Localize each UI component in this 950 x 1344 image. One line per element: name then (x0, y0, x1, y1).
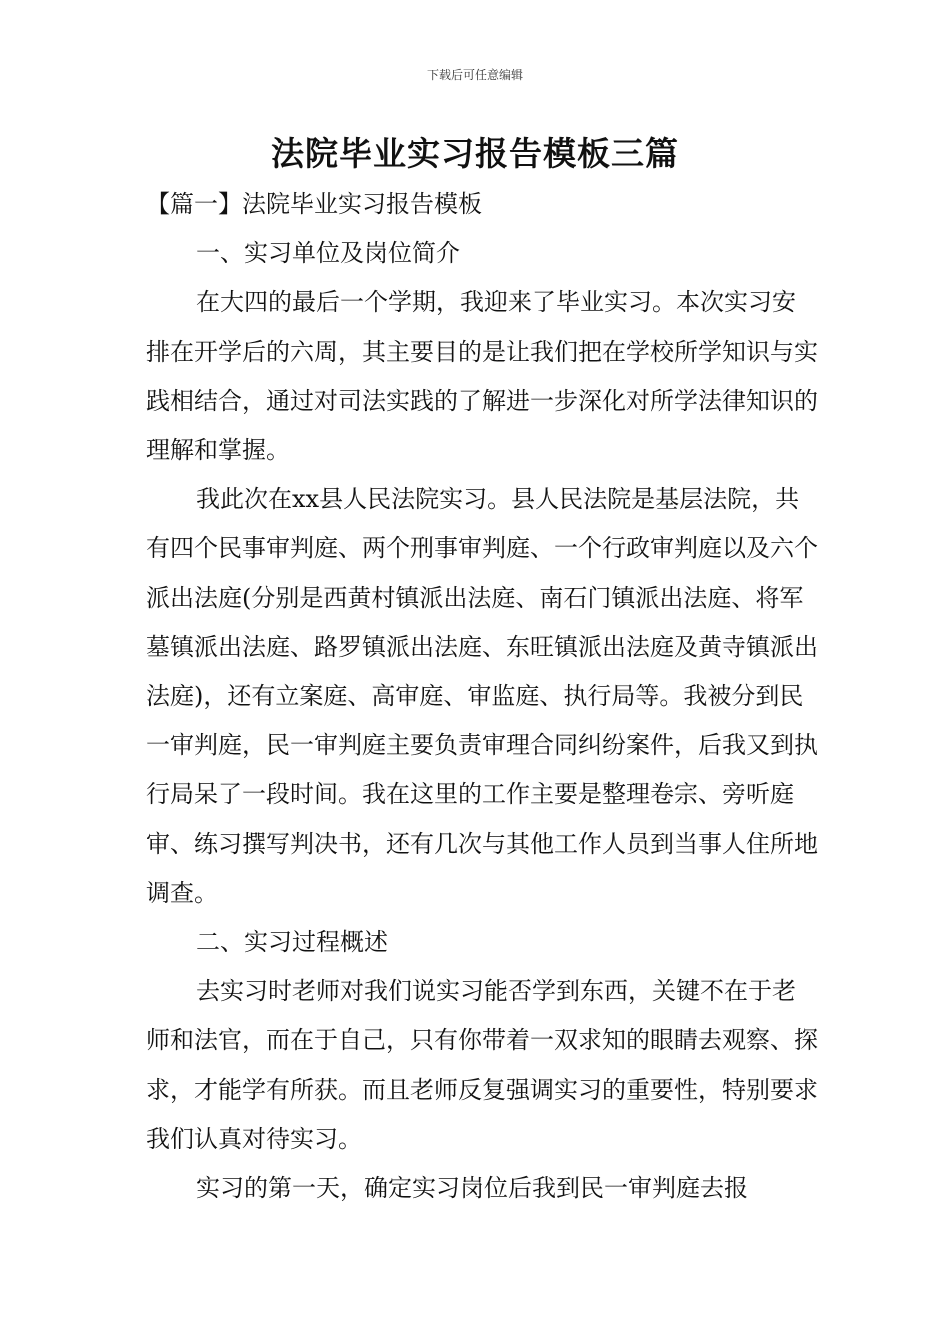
header-note: 下载后可任意编辑 (426, 68, 523, 82)
paragraph-3: 去实习时老师对我们说实习能否学到东西，关键不在于老师和法官，而在于自己，只有你带着一双求知的眼睛去观察、探求，才能学有所获。而且老师反复强调实习的重要性，特别要求我们认真对待实习。 (146, 977, 818, 1153)
subheading-2: 二、实习过程概述 (196, 928, 388, 957)
document-body (146, 180, 818, 1213)
section-heading: 【篇一】法院毕业实习报告模板 (146, 190, 482, 218)
paragraph-4: 实习的第一天，确定实习岗位后我到民一审判庭去报 (196, 1174, 748, 1203)
paragraph-1: 在大四的最后一个学期，我迎来了毕业实习。本次实习安排在开学后的六周，其主要目的是让我们把在学校所学知识与实践相结合，通过对司法实践的了解进一步深化对所学法律知识的理解和掌握。 (146, 288, 818, 465)
paragraph-2: 我此次在xx县人民法院实习。县人民法院是基层法院，共有四个民事审判庭、两个刑事审判庭、一个行政审判庭以及六个派出法庭(分别是西黄村镇派出法庭、南石门镇派出法庭、将军墓镇派出法庭、路罗镇派出法庭、东旺镇派出法庭及黄寺镇派出法庭)，还有立案庭、高审庭、审监庭、执行局等。我被分到民一审判庭，民一审判庭主要负责审理合同纠纷案件，后我又到执行局呆了一段时间。我在这里的工作主要是整理卷宗、旁听庭审、练习撰写判决书，还有几次与其他工作人员到当事人住所地调查。 (146, 485, 818, 907)
subheading-1: 一、实习单位及岗位简介 (196, 239, 460, 268)
document-title: 法院毕业实习报告模板三篇 (271, 134, 679, 173)
